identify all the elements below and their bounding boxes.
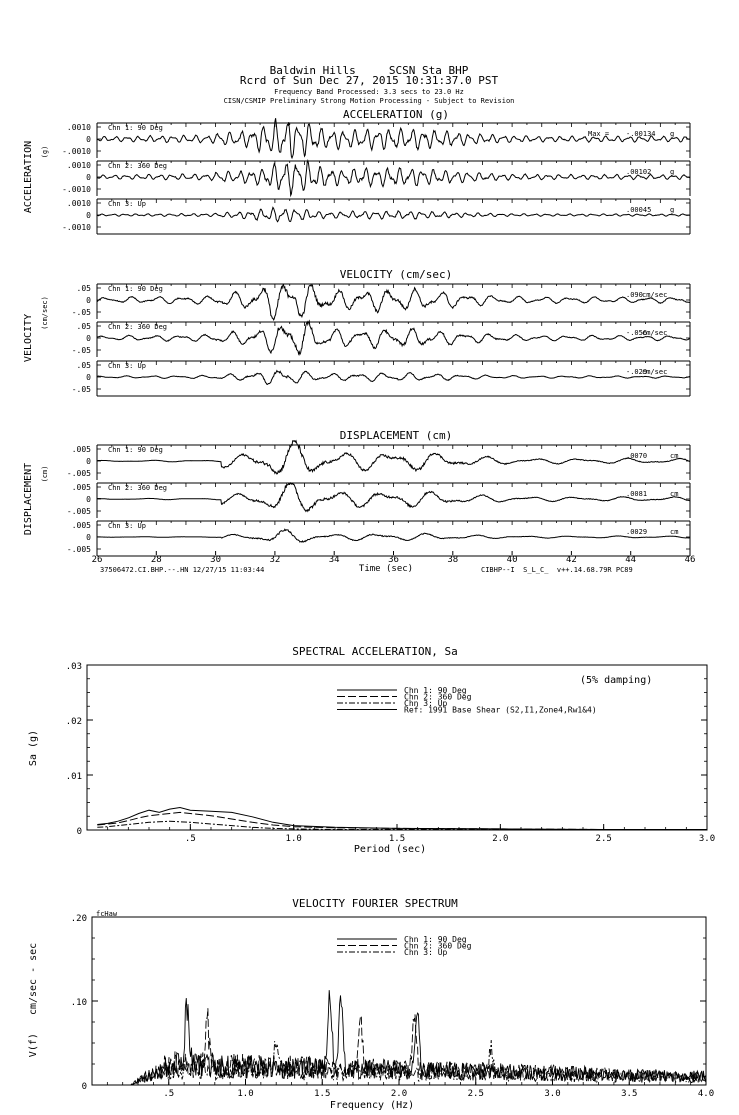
sa-legend-label: Chn 1: 90 Deg — [404, 686, 467, 695]
sa-x-tick-label: .5 — [184, 834, 196, 844]
peak-value: -.00134 — [626, 130, 656, 138]
spectral-acceleration-chart — [28, 645, 715, 855]
y-tick-label: 0 — [86, 296, 91, 305]
channel-label: Chn 3: Up — [108, 362, 146, 370]
footer-right: CIBHP--I S_L_C_ v++.14.68.79R PC89 — [481, 566, 633, 574]
fs-y-tick-label: 0 — [81, 1082, 87, 1092]
peak-annotation — [626, 291, 667, 299]
disp-side-label: DISPLACEMENT — [23, 462, 34, 536]
time-tick-label: 30 — [210, 555, 222, 565]
sa-legend-label: Chn 2: 360 Deg — [404, 692, 472, 702]
channel-label: Chn 1: 90 Deg — [108, 285, 163, 293]
sa-y-tick-label: .03 — [65, 662, 82, 672]
peak-unit: cm/sec — [642, 291, 668, 299]
y-tick-label: 0 — [86, 135, 91, 144]
time-tick-label: 42 — [565, 555, 577, 565]
y-tick-label: .05 — [76, 322, 91, 331]
fs-y-tick-label: .10 — [70, 998, 87, 1008]
time-tick-label: 38 — [447, 555, 459, 565]
vel-channel-3 — [72, 361, 690, 396]
peak-unit: g — [670, 168, 675, 176]
peak-unit: cm — [670, 528, 679, 536]
acc-channel-3 — [62, 199, 690, 234]
header-line-3: Frequency Band Processed: 3.3 secs to 23.0 Hz — [274, 88, 464, 96]
y-tick-label: 0 — [86, 211, 91, 220]
spectral-damping: (5% damping) — [580, 675, 653, 686]
fourier-frame — [92, 917, 706, 1085]
sa-x-tick-label: 2.5 — [595, 834, 612, 844]
acc-unit-label: (g) — [41, 145, 49, 159]
vel-trace-channel-3 — [97, 371, 690, 385]
peak-unit: g — [670, 130, 675, 138]
peak-annotation — [626, 528, 678, 536]
fs-x-tick-label: 1.0 — [237, 1089, 254, 1099]
disp-unit-label: (cm) — [41, 465, 49, 483]
time-tick-label: 32 — [269, 555, 281, 565]
channel-label: Chn 1: 90 Deg — [108, 446, 163, 454]
peak-value: -.056 — [626, 329, 648, 337]
fourier-ylabel: V(f) cm/sec - sec — [28, 942, 39, 1058]
time-axis-label: Time (sec) — [358, 564, 414, 574]
spectral-ylabel: Sa (g) — [28, 729, 39, 767]
peak-annotation — [626, 206, 674, 214]
acc-channel-2 — [62, 161, 690, 196]
fs-x-tick-label: 3.0 — [544, 1089, 561, 1099]
acc-trace-channel-3 — [97, 207, 690, 221]
time-tick-label: 26 — [91, 555, 103, 565]
peak-unit: cm/sec — [642, 368, 668, 376]
sa-curve-2 — [97, 812, 707, 829]
fs-y-tick-label: .20 — [70, 914, 87, 924]
time-tick-label: 44 — [625, 555, 637, 565]
peak-value: .090 — [626, 291, 643, 299]
y-tick-label: -.005 — [66, 545, 91, 554]
peak-unit: cm — [670, 490, 679, 498]
y-tick-label: -.05 — [71, 385, 91, 394]
y-tick-label: .0010 — [66, 123, 91, 132]
header-line-4: CISN/CSMIP Preliminary Strong Motion Processing - Subject to Revision — [223, 97, 515, 105]
channel-label: Chn 1: 90 Deg — [108, 124, 163, 132]
y-tick-label: 0 — [86, 495, 91, 504]
sa-x-tick-label: 1.0 — [285, 834, 302, 844]
fourier-xlabel: Frequency (Hz) — [329, 1100, 415, 1111]
vel-trace-channel-2 — [97, 321, 690, 354]
peak-value: .0070 — [626, 452, 648, 460]
y-tick-label: -.005 — [66, 507, 91, 516]
fourier-title: VELOCITY FOURIER SPECTRUM — [292, 897, 458, 910]
spectral-legend — [337, 686, 597, 715]
sa-x-tick-label: 1.5 — [388, 834, 406, 844]
fs-curve-3 — [100, 1040, 706, 1085]
vel-panel — [23, 268, 690, 396]
peak-value: .00045 — [626, 206, 652, 214]
acc-trace-channel-2 — [97, 161, 690, 196]
peak-annotation — [626, 368, 667, 376]
footer-left: 37506472.CI.BHP.--.HN 12/27/15 11:03:44 — [100, 566, 265, 574]
fs-x-tick-label: 1.5 — [314, 1089, 331, 1099]
y-tick-label: 0 — [86, 173, 91, 182]
fs-x-tick-label: 3.5 — [621, 1089, 638, 1099]
fs-legend-label: Chn 3: Up — [404, 948, 448, 957]
peak-annotation — [626, 490, 678, 498]
fs-legend-label: Chn 1: 90 Deg — [404, 935, 467, 944]
y-tick-label: -.0010 — [62, 223, 91, 232]
fs-x-tick-label: 2.5 — [467, 1089, 484, 1099]
peak-value: .0029 — [626, 528, 648, 536]
channel-label: Chn 2: 360 Deg — [108, 323, 168, 331]
sa-x-tick-label: 2.0 — [492, 834, 509, 844]
vel-title: VELOCITY (cm/sec) — [339, 268, 453, 281]
channel-label: Chn 2: 360 Deg — [108, 484, 168, 492]
peak-annotation — [626, 329, 667, 337]
disp-trace-channel-2 — [97, 483, 690, 512]
peak-unit: g — [670, 206, 675, 214]
sa-curve-1 — [97, 808, 707, 830]
fs-x-tick-label: .5 — [163, 1089, 175, 1099]
sa-y-tick-label: .01 — [65, 772, 82, 782]
peak-value: .00102 — [626, 168, 652, 176]
time-tick-label: 36 — [388, 555, 399, 565]
vel-unit-label: (cm/sec) — [41, 296, 49, 330]
y-tick-label: .005 — [71, 483, 91, 492]
peak-prefix: Max = — [588, 130, 610, 138]
vel-side-label: VELOCITY — [23, 313, 34, 363]
vel-channel-1 — [72, 284, 690, 320]
sa-y-tick-label: .02 — [65, 717, 82, 727]
y-tick-label: 0 — [86, 334, 91, 343]
spectral-curves — [97, 808, 707, 831]
peak-value: .0081 — [626, 490, 648, 498]
fourier-corner-label: fcHaw — [96, 910, 118, 918]
disp-title: DISPLACEMENT (cm) — [339, 429, 453, 442]
disp-trace-channel-3 — [97, 529, 690, 542]
y-tick-label: .05 — [76, 284, 91, 293]
time-tick-label: 40 — [506, 555, 518, 565]
channel-label: Chn 3: Up — [108, 522, 146, 530]
y-tick-label: -.05 — [71, 346, 91, 355]
sa-legend-label: Chn 3: Up — [404, 699, 448, 708]
report-header — [224, 64, 515, 105]
sa-x-tick-label: 3.0 — [698, 834, 716, 844]
y-tick-label: 0 — [86, 457, 91, 466]
spectral-xlabel: Period (sec) — [353, 844, 427, 855]
fs-x-tick-label: 2.0 — [390, 1089, 408, 1099]
acc-side-label: ACCELERATION — [23, 140, 34, 214]
y-tick-label: -.005 — [66, 469, 91, 478]
fourier-legend — [337, 935, 472, 957]
header-line-1: Baldwin Hills SCSN Sta BHP — [269, 64, 469, 77]
y-tick-label: .005 — [71, 521, 91, 530]
time-tick-label: 46 — [684, 555, 696, 565]
vel-trace-channel-1 — [97, 285, 690, 320]
y-tick-label: .0010 — [66, 161, 91, 170]
y-tick-label: 0 — [86, 373, 91, 382]
header-line-2: Rcrd of Sun Dec 27, 2015 10:31:37.0 PST — [239, 74, 499, 87]
peak-annotation — [626, 452, 678, 460]
acc-channel-1 — [62, 118, 690, 158]
fs-legend-label: Chn 2: 360 Deg — [404, 941, 472, 951]
y-tick-label: 0 — [86, 533, 91, 542]
spectral-ticks — [66, 662, 715, 844]
acc-panel — [23, 108, 690, 234]
sa-y-tick-label: 0 — [76, 827, 82, 837]
y-tick-label: -.0010 — [62, 147, 91, 156]
acc-title: ACCELERATION (g) — [343, 108, 449, 121]
disp-channel-3 — [67, 521, 690, 556]
time-tick-label: 34 — [328, 555, 340, 565]
sa-legend-label: Ref: 1991 Base Shear (S2,I1,Zone4,Rw1&4) — [404, 705, 597, 715]
vel-channel-2 — [72, 321, 690, 357]
time-tick-label: 28 — [150, 555, 162, 565]
y-tick-label: -.05 — [71, 308, 91, 317]
disp-panel — [23, 429, 690, 556]
y-tick-label: -.0010 — [62, 185, 91, 194]
fs-x-tick-label: 4.0 — [697, 1089, 715, 1099]
fourier-curves — [100, 990, 706, 1085]
fourier-spectrum-chart — [28, 897, 714, 1111]
peak-unit: cm — [670, 452, 679, 460]
y-tick-label: .0010 — [66, 199, 91, 208]
y-tick-label: .005 — [71, 445, 91, 454]
y-tick-label: .05 — [76, 361, 91, 370]
time-axis — [92, 551, 696, 565]
disp-channel-2 — [67, 483, 690, 518]
disp-channel-1 — [67, 441, 690, 480]
spectral-title: SPECTRAL ACCELERATION, Sa — [292, 645, 458, 658]
channel-label: Chn 3: Up — [108, 200, 146, 208]
peak-unit: cm/sec — [642, 329, 668, 337]
channel-label: Chn 2: 360 Deg — [108, 162, 168, 170]
time-series-panels — [23, 108, 690, 556]
peak-value: -.029 — [626, 368, 648, 376]
